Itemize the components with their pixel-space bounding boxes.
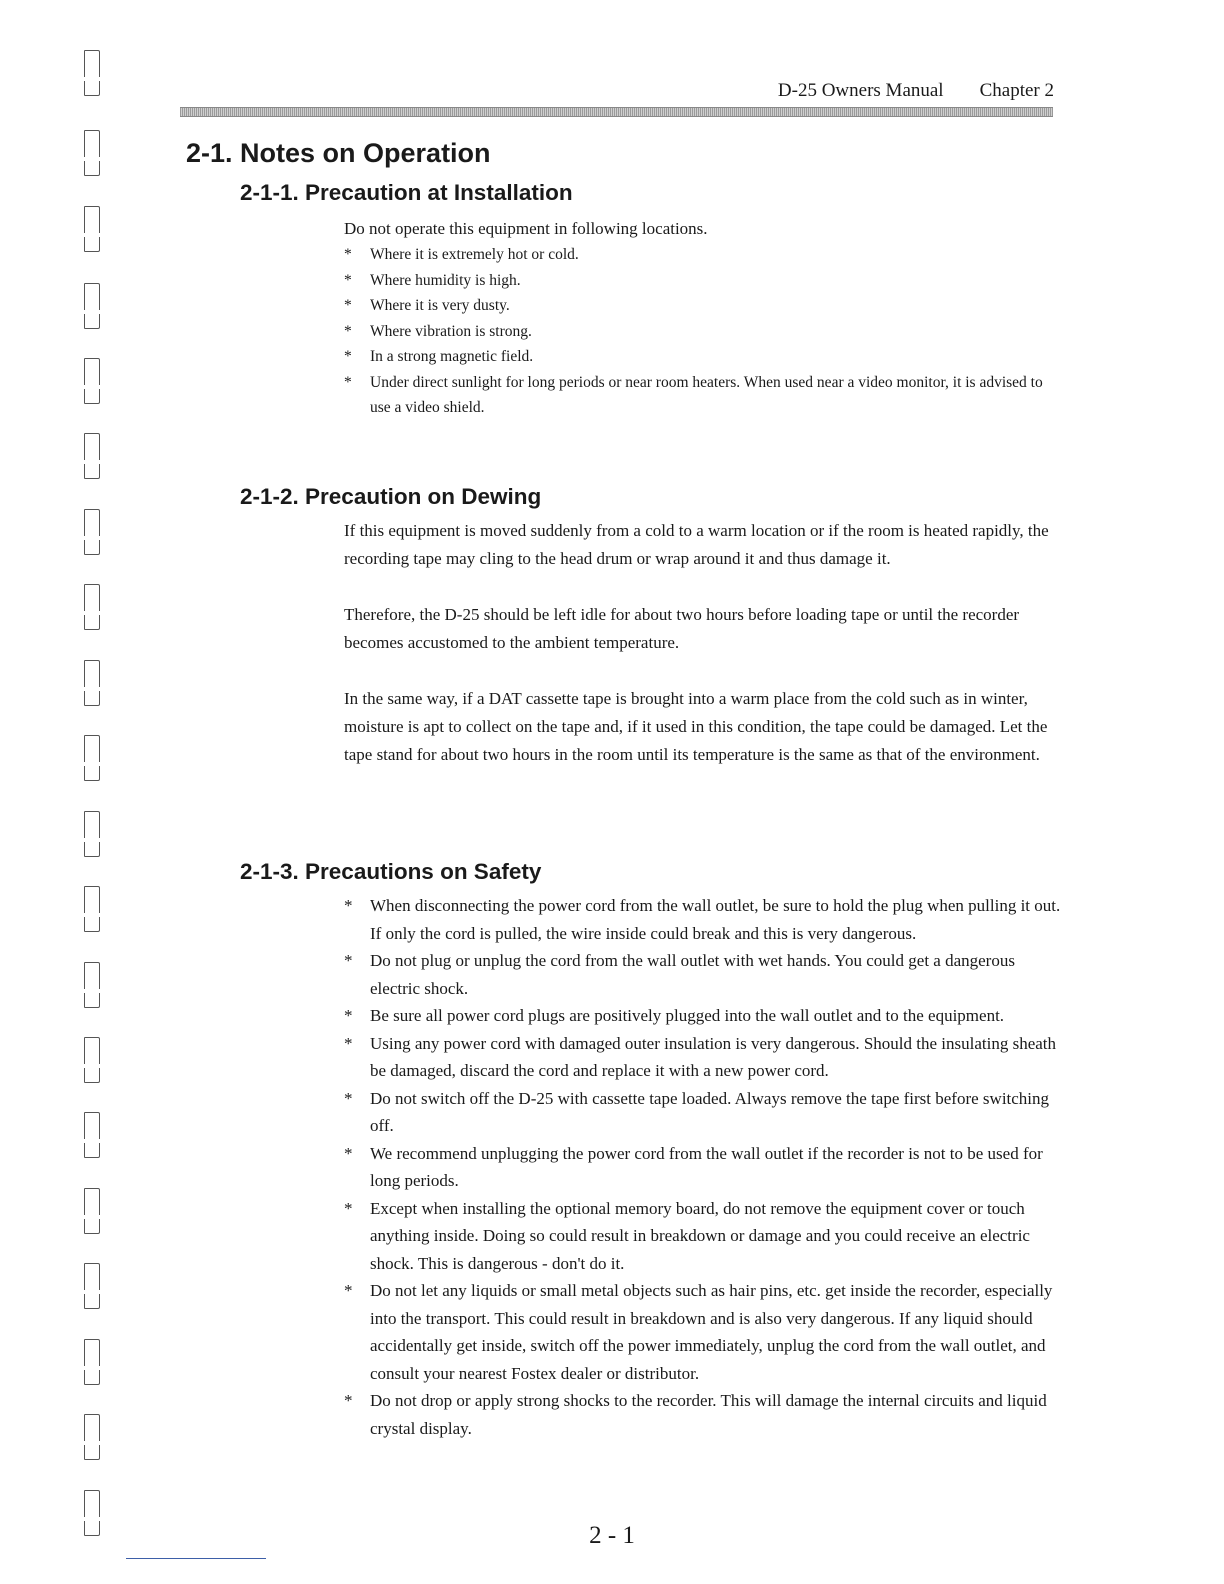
- binder-hole-mark: [84, 811, 100, 857]
- binder-hole-mark: [84, 735, 100, 781]
- binder-hole-mark: [84, 433, 100, 479]
- binder-hole-mark: [84, 584, 100, 630]
- binder-hole-mark: [84, 962, 100, 1008]
- binder-hole-mark: [84, 130, 100, 176]
- binder-hole-mark: [84, 206, 100, 252]
- dewing-body: [344, 517, 1064, 769]
- list-item: * Where vibration is strong.: [344, 319, 1064, 345]
- list-item: * Except when installing the optional memory board, do not remove the equipment cover or touch anything inside. Doing so could result in breakdown or damage and you could receive an electric shock. This is dangerous - don't do it.: [344, 1195, 1064, 1278]
- chapter-label: Chapter 2: [979, 80, 1054, 101]
- doc-title: D-25 Owners Manual: [777, 80, 944, 101]
- binder-hole-mark: [84, 509, 100, 555]
- binder-hole-mark: [84, 1339, 100, 1385]
- footer-rule: [126, 1558, 266, 1559]
- list-item: * We recommend unplugging the power cord from the wall outlet if the recorder is not to be used for long periods.: [344, 1140, 1064, 1195]
- installation-intro: Do not operate this equipment in following locations.: [344, 219, 708, 238]
- binder-hole-mark: [84, 1112, 100, 1158]
- list-item: * Where humidity is high.: [344, 268, 1064, 294]
- list-item: * Where it is very dusty.: [344, 293, 1064, 319]
- binder-hole-mark: [84, 1414, 100, 1460]
- list-item: * Do not drop or apply strong shocks to the recorder. This will damage the internal circuits and liquid crystal display.: [344, 1387, 1064, 1442]
- binder-hole-mark: [84, 1263, 100, 1309]
- section-title: 2-1. Notes on Operation: [186, 138, 491, 168]
- binder-hole-mark: [84, 660, 100, 706]
- list-item: * When disconnecting the power cord from the wall outlet, be sure to hold the plug when pulling it out. If only the cord is pulled, the wire inside could break and this is very dangerous.: [344, 892, 1064, 947]
- safety-body: [344, 892, 1064, 1442]
- list-item: * Do not switch off the D-25 with cassette tape loaded. Always remove the tape first before switching off.: [344, 1085, 1064, 1140]
- binder-hole-mark: [84, 1188, 100, 1234]
- dewing-paragraph: Therefore, the D-25 should be left idle for about two hours before loading tape or until the recorder becomes accustomed to the ambient temperature.: [344, 605, 1020, 652]
- installation-heading: 2-1-1. Precaution at Installation: [240, 180, 573, 205]
- list-item: * Do not plug or unplug the cord from the wall outlet with wet hands. You could get a dangerous electric shock.: [344, 947, 1064, 1002]
- binder-hole-mark: [84, 886, 100, 932]
- running-header: [778, 80, 1054, 102]
- binder-hole-mark: [84, 283, 100, 329]
- safety-list: [344, 892, 1064, 1442]
- list-item: * Under direct sunlight for long periods or near room heaters. When used near a video monitor, it is advised to use a video shield.: [344, 370, 1064, 421]
- installation-list: [344, 242, 1064, 421]
- list-item: * Be sure all power cord plugs are positively plugged into the wall outlet and to the equipment.: [344, 1002, 1064, 1030]
- binder-hole-mark: [84, 1037, 100, 1083]
- list-item: * In a strong magnetic field.: [344, 344, 1064, 370]
- list-item: * Using any power cord with damaged outer insulation is very dangerous. Should the insulating sheath be damaged, discard the cord and replace it with a new power cord.: [344, 1030, 1064, 1085]
- dewing-paragraph: In the same way, if a DAT cassette tape is brought into a warm place from the cold such as in winter, moisture is apt to collect on the tape and, if it used in this condition, the tape could be damaged. Let the tape stand for about two hours in the room until its temperature is the same as that of the environment.: [344, 689, 1048, 764]
- dewing-heading: 2-1-2. Precaution on Dewing: [240, 484, 542, 509]
- safety-heading: 2-1-3. Precautions on Safety: [240, 859, 542, 884]
- dewing-paragraph: If this equipment is moved suddenly from a cold to a warm location or if the room is heated rapidly, the recording tape may cling to the head drum or wrap around it and thus damage it.: [344, 521, 1049, 568]
- binder-hole-mark: [84, 50, 100, 96]
- header-rule: [180, 107, 1053, 117]
- list-item: * Do not let any liquids or small metal objects such as hair pins, etc. get inside the recorder, especially into the transport. This could result in breakdown and is also very dangerous. If any liquid should accidentally get inside, switch off the power immediately, unplug the cord from the wall outlet, and consult your nearest Fostex dealer or distributor.: [344, 1277, 1064, 1387]
- binder-hole-mark: [84, 358, 100, 404]
- installation-body: [344, 216, 1064, 421]
- list-item: * Where it is extremely hot or cold.: [344, 242, 1064, 268]
- page-number: 2 - 1: [589, 1522, 635, 1549]
